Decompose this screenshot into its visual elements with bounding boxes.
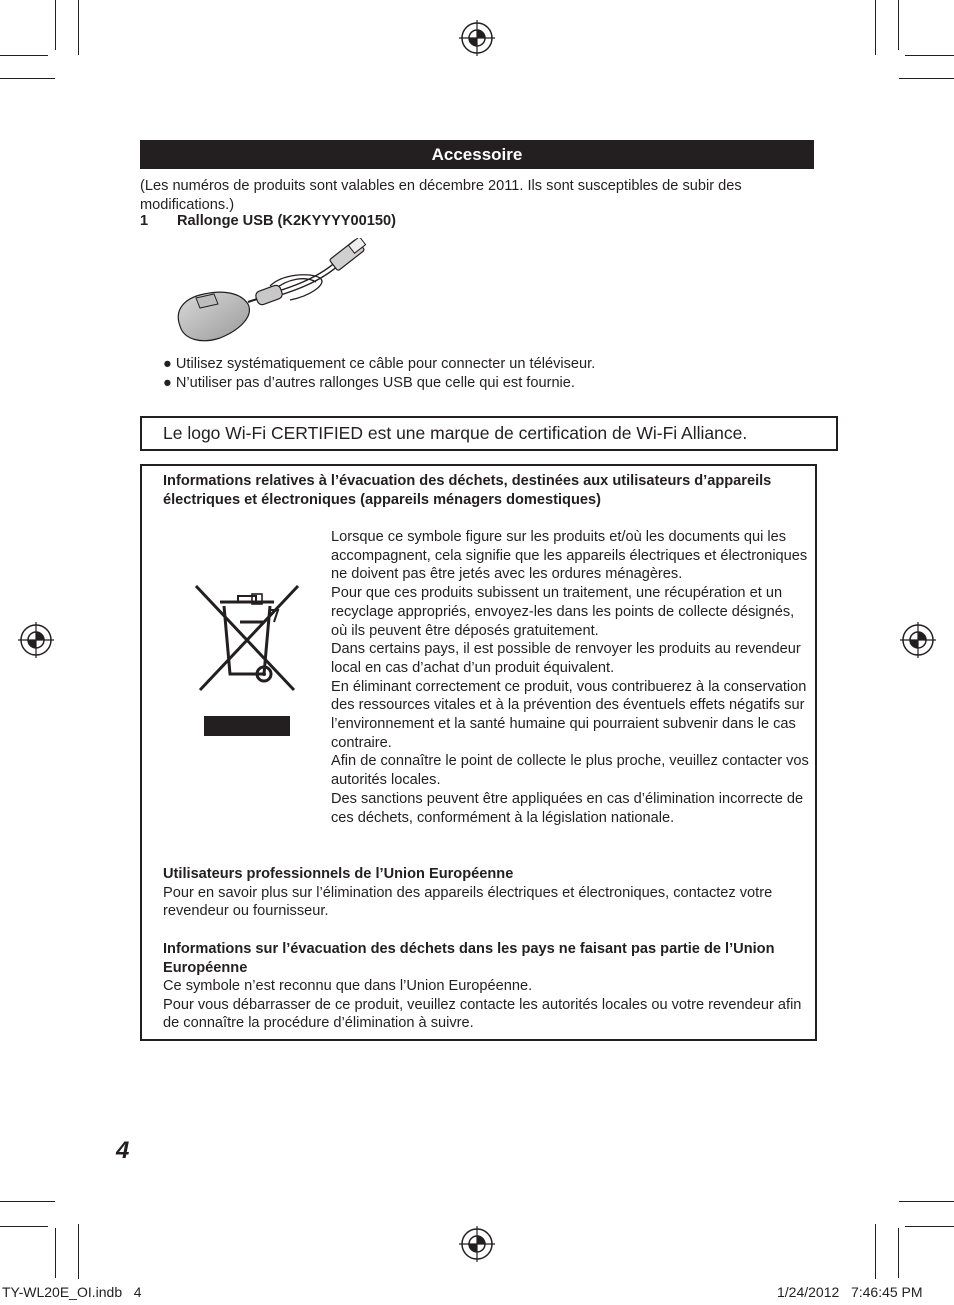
paragraph: Pour que ces produits subissent un traitement, une récupération et un recyclage appropriés, envoyez-les dans les points de collecte désignés, où ils peuvent être déposés gratuitement.	[331, 585, 795, 639]
usage-bullet-list	[163, 355, 803, 392]
item-number: 1	[140, 213, 149, 229]
crossed-out-wheeled-bin-icon	[192, 582, 304, 738]
crop-mark	[78, 0, 79, 55]
registration-mark-icon	[459, 20, 495, 56]
crop-mark	[0, 1226, 48, 1227]
wifi-trademark-notice: Le logo Wi-Fi CERTIFIED est une marque de certification de Wi-Fi Alliance.	[140, 416, 838, 451]
footer-timestamp: 1/24/2012 7:46:45 PM	[777, 1284, 923, 1300]
non-eu-section	[163, 940, 803, 1033]
professional-users-heading: Utilisateurs professionnels de l’Union Européenne	[163, 866, 514, 882]
paragraph: Afin de connaître le point de collecte le plus proche, veuillez contacter vos autorités locales.	[331, 753, 809, 789]
product-number-notice: (Les numéros de produits sont valables en décembre 2011. Ils sont susceptibles de subir des modifications.)	[140, 178, 742, 213]
crop-mark	[55, 1228, 56, 1278]
paragraph: En éliminant correctement ce produit, vous contribuerez à la conservation des ressources vitales et à la prévention des éventuels effets négatifs sur l’environnement et la santé humaine qui pourraient subvenir dans le cas contraire.	[331, 678, 807, 751]
item-title: Rallonge USB (K2KYYYY00150)	[177, 213, 396, 229]
non-eu-heading: Informations sur l’évacuation des déchets dans les pays ne faisant pas partie de l’Union Européenne	[163, 941, 775, 976]
crop-mark	[0, 78, 55, 79]
list-item: ● N’utiliser pas d’autres rallonges USB que celle qui est fournie.	[163, 374, 575, 391]
crop-mark	[899, 1201, 954, 1202]
professional-users-section	[163, 865, 803, 921]
crop-mark	[55, 0, 56, 50]
list-item: ● Utilisez systématiquement ce câble pour connecter un téléviseur.	[163, 356, 596, 372]
non-eu-text: Pour vous débarrasser de ce produit, veuillez contacte les autorités locales ou votre revendeur afin de connaître la procédure d’élimination à suivre.	[163, 996, 802, 1032]
paragraph: Dans certains pays, il est possible de renvoyer les produits au revendeur local en cas d’achat d’un produit équivalent.	[331, 641, 801, 676]
non-eu-text: Ce symbole n’est reconnu que dans l’Union Européenne.	[163, 978, 533, 995]
registration-mark-icon	[459, 1226, 495, 1262]
usb-extension-cable-illustration	[170, 238, 370, 346]
crop-mark	[898, 1228, 899, 1278]
footer-file-info: TY-WL20E_OI.indb 4	[2, 1284, 142, 1300]
crop-mark	[899, 78, 954, 79]
crop-mark	[0, 55, 48, 56]
registration-mark-icon	[18, 622, 54, 658]
crop-mark	[78, 1224, 79, 1279]
paragraph: Lorsque ce symbole figure sur les produits et/où les documents qui les accompagnent, cela signifie que les appareils électriques et électroniques ne doivent pas être jetés avec les ordures ménagères.	[331, 529, 808, 583]
section-title-accessoire: Accessoire	[140, 140, 814, 169]
weee-heading: Informations relatives à l’évacuation des déchets, destinées aux utilisateurs d’appareils électriques et électroniques (appareils ménagers domestiques)	[163, 473, 772, 508]
crop-mark	[0, 1201, 55, 1202]
page-number: 4	[116, 1137, 130, 1164]
crop-mark	[905, 55, 954, 56]
crop-mark	[905, 1226, 954, 1227]
professional-users-text: Pour en savoir plus sur l’élimination des appareils électriques et électroniques, contactez votre revendeur ou fournisseur.	[163, 884, 773, 920]
paragraph: Des sanctions peuvent être appliquées en cas d’élimination incorrecte de ces déchets, conformément à la législation nationale.	[331, 790, 804, 826]
registration-mark-icon	[900, 622, 936, 658]
crop-mark	[875, 1224, 876, 1279]
crop-mark	[898, 0, 899, 50]
weee-explanation	[331, 528, 811, 827]
crop-mark	[875, 0, 876, 55]
